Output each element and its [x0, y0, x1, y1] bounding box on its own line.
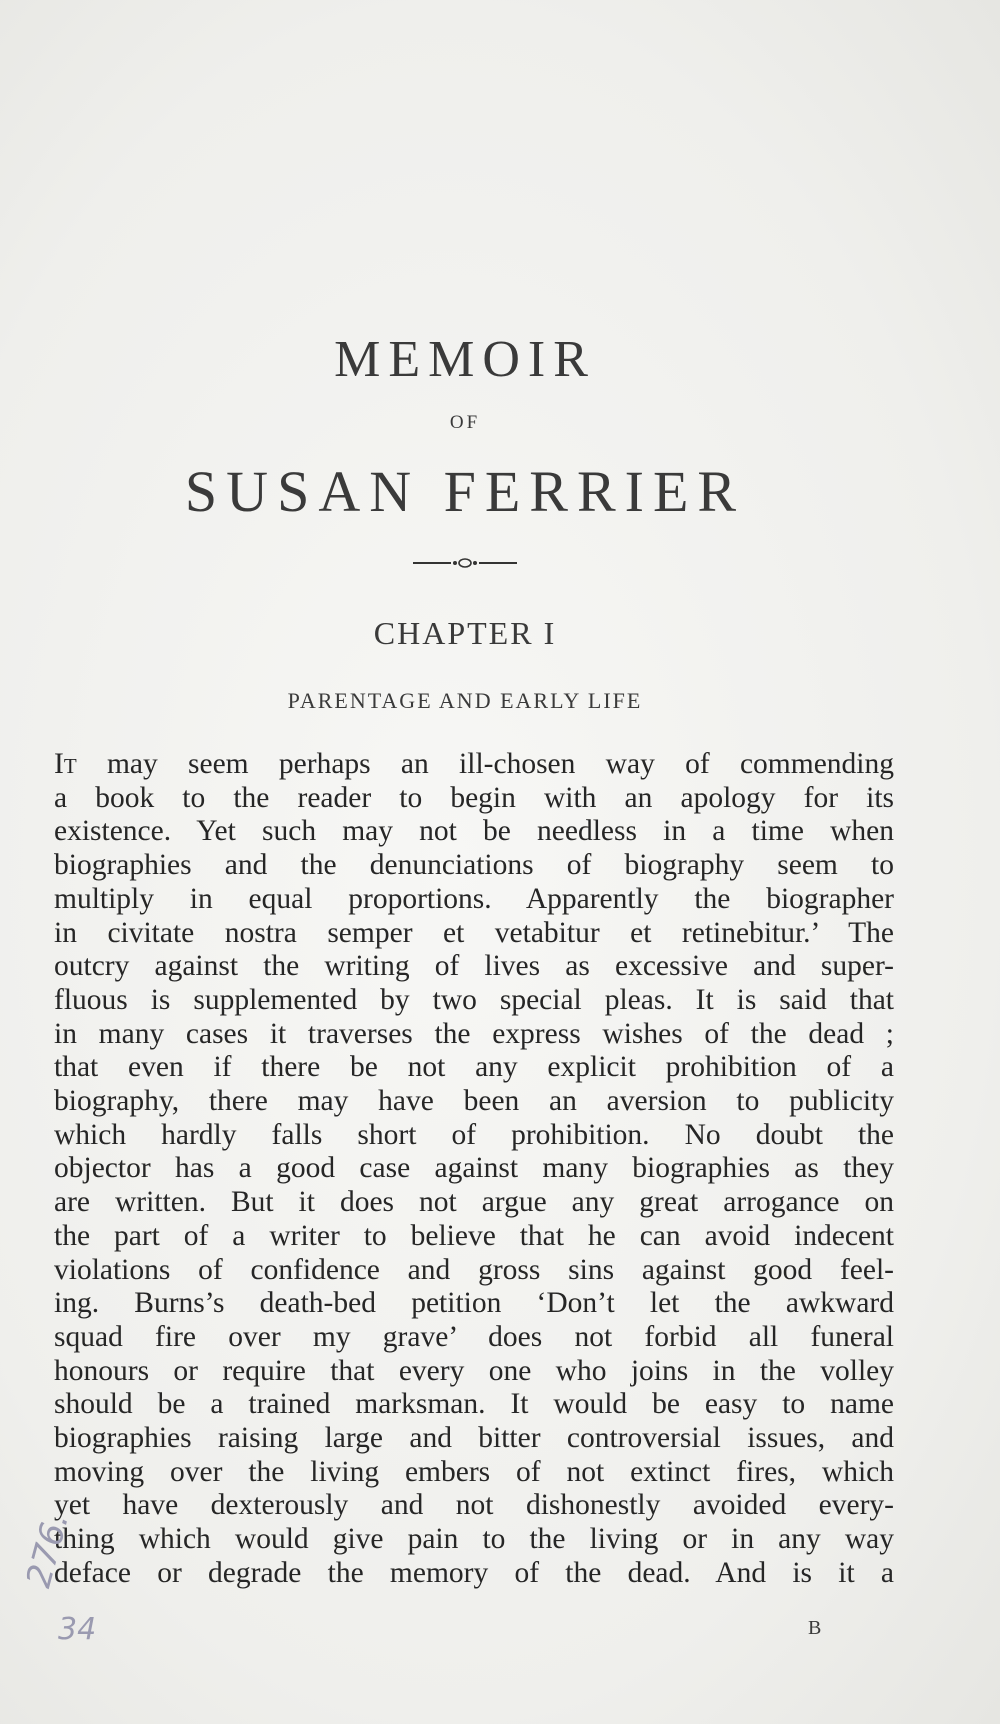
chapter-subtitle: PARENTAGE AND EARLY LIFE	[287, 688, 643, 713]
title-of: OF	[449, 412, 481, 433]
text-line: that even if there be not any explicit prohibition of a	[54, 1051, 894, 1084]
text-line: thing which would give pain to the living or in any way	[54, 1523, 894, 1556]
text-line: fluous is supplemented by two special pleas. It is said that	[54, 983, 894, 1016]
text-line: squad fire over my grave’ does not forbid all funeral	[54, 1320, 894, 1353]
text-line: existence. Yet such may not be needless in a time when	[54, 815, 894, 848]
title-susan-ferrier: SUSAN FERRIER	[184, 459, 746, 524]
text-line: biography, there may have been an aversion to publicity	[54, 1085, 894, 1118]
text-line: ing. Burns’s death-bed petition ‘Don’t let the awkward	[54, 1287, 894, 1320]
text-line: a book to the reader to begin with an apology for its	[54, 781, 894, 814]
pencil-note: 276.	[18, 1508, 77, 1592]
text-line: yet have dexterously and not dishonestly avoided every-	[54, 1489, 894, 1522]
text-line: honours or require that every one who joins in the volley	[54, 1354, 894, 1387]
text-line: the part of a writer to believe that he can avoid indecent	[54, 1219, 894, 1252]
body-paragraph	[54, 748, 894, 1591]
text-line: violations of confidence and gross sins against good feel-	[54, 1253, 894, 1286]
title-memoir: MEMOIR	[334, 331, 596, 388]
chapter-heading: CHAPTER I	[373, 615, 557, 651]
signature-mark: B	[808, 1617, 822, 1639]
drop-cap-word: It	[54, 748, 77, 780]
text-line: biographies and the denunciations of biography seem to	[54, 849, 894, 882]
text-line: moving over the living embers of not extinct fires, which	[54, 1455, 894, 1488]
text-line: objector has a good case against many biographies as they	[54, 1152, 894, 1185]
text-line: in many cases it traverses the express wishes of the dead ;	[54, 1017, 894, 1050]
text-line: which hardly falls short of prohibition. No doubt the	[54, 1118, 894, 1151]
ornament-divider	[413, 555, 517, 571]
text-line: should be a trained marksman. It would be easy to name	[54, 1388, 894, 1421]
text-line: deface or degrade the memory of the dead. And is it a	[54, 1556, 894, 1589]
text-line: are written. But it does not argue any great arrogance on	[54, 1186, 894, 1219]
text-line: biographies raising large and bitter controversial issues, and	[54, 1422, 894, 1455]
text-line: It may seem perhaps an ill-chosen way of commending	[54, 748, 894, 780]
pencil-note: 34	[58, 1612, 97, 1647]
text-line: multiply in equal proportions. Apparently the biographer	[54, 882, 894, 915]
text-line: outcry against the writing of lives as excessive and super-	[54, 950, 894, 983]
text-line: in civitate nostra semper et vetabitur et retinebitur.’ The	[54, 916, 894, 949]
